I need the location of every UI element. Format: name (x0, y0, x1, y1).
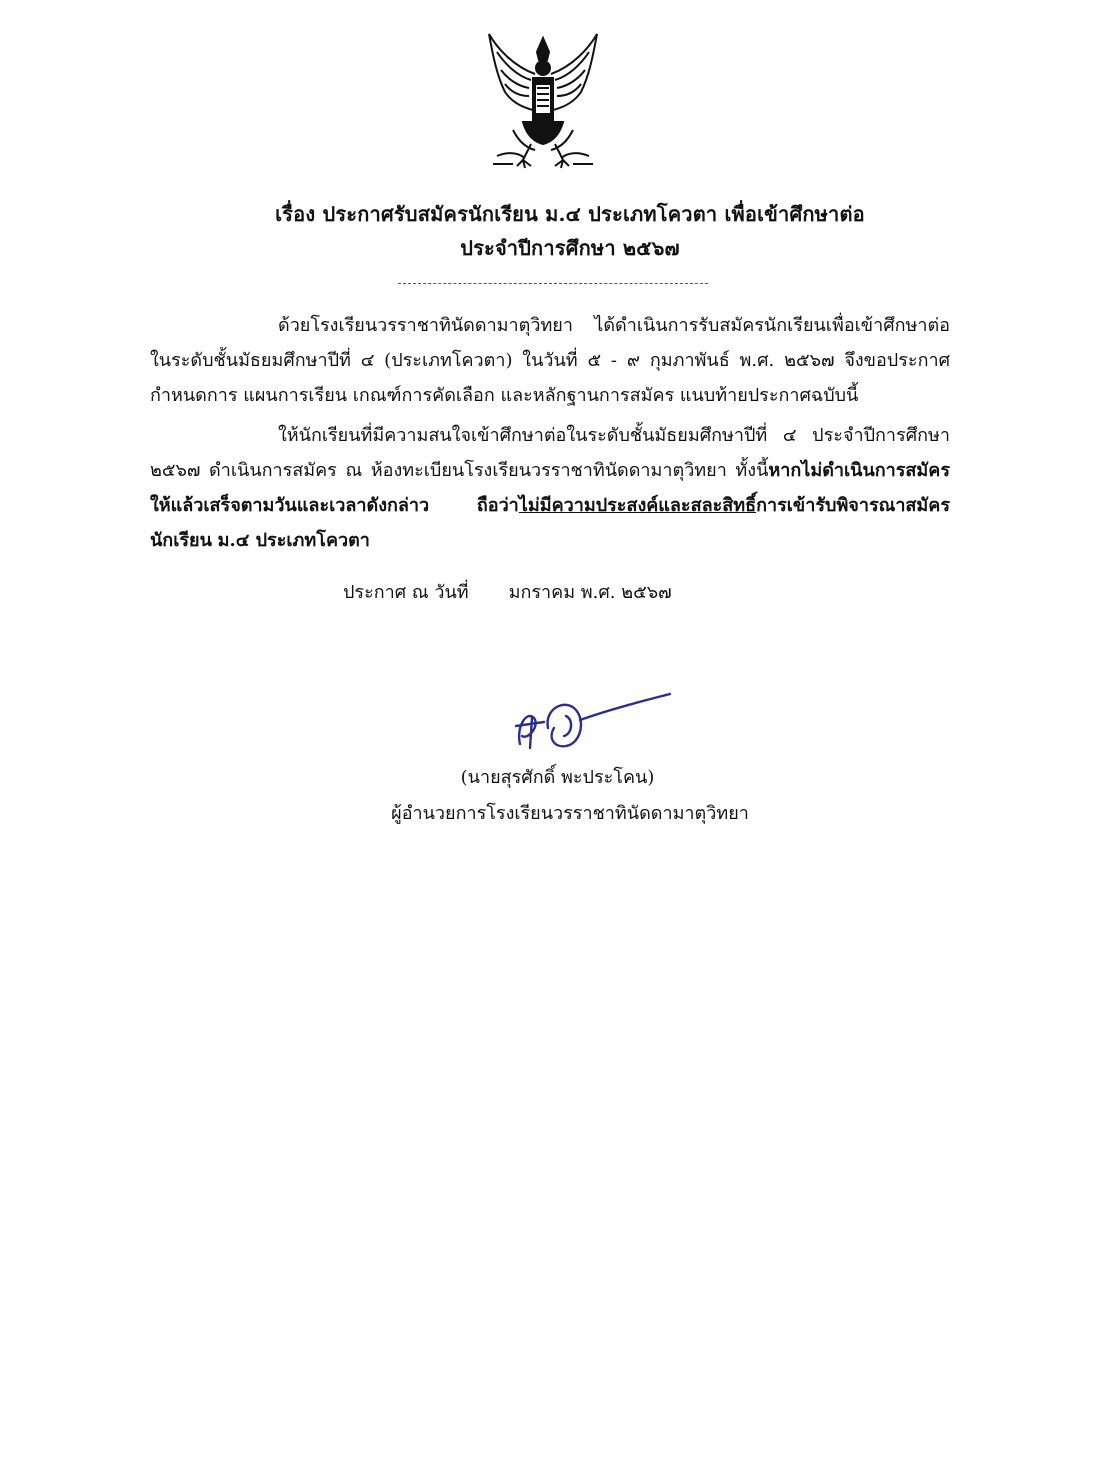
signer-name-text: (นายสุรศักดิ์ พะประโคน) (460, 767, 655, 788)
paragraph-1 (150, 308, 950, 413)
paragraph-2 (150, 418, 950, 558)
signer-name (0, 762, 1110, 791)
title-divider (398, 283, 708, 284)
signer-title (0, 798, 1110, 827)
signature-icon (508, 688, 678, 758)
paragraph-2-text: ให้นักเรียนที่มีความสนใจเข้าศึกษาต่อในระดับชั้นมัธยมศึกษาปีที่ ๔ ประจำปีการศึกษา ๒๕๖๗ ดำเนินการสมัคร ณ ห้องทะเบียนโรงเรียนวรราชาทินัดดามาตุวิทยา ทั้งนี้ (150, 425, 950, 481)
paragraph-2-final-text: ม.๔ ประเภทโควตา (217, 530, 370, 551)
paragraph-2-bold-warning: หากไม่ดำเนินการสมัครให้แล้วเสร็จตามวันและเวลาดังกล่าว ถือว่า (150, 460, 950, 516)
announce-label: ประกาศ ณ วันที่ (343, 582, 469, 603)
paragraph-2-underlined-text: ไม่มีความประสงค์และสละสิทธิ์ (518, 495, 757, 516)
paragraph-2-bold-consideration: การเข้ารับพิจารณาสมัครนักเรียน (150, 495, 950, 551)
paragraph-1-text: ด้วยโรงเรียนวรราชาทินัดดามาตุวิทยา ได้ดำเนินการรับสมัครนักเรียนเพื่อเข้าศึกษาต่อในระดับชั้นมัธยมศึกษาปีที่ ๔ (ประเภทโควตา) ในวันที่ ๕ - ๙ กุมภาพันธ์ พ.ศ. ๒๕๖๗ จึงขอประกาศกำหนดการ แผนการเรียน เกณฑ์การคัดเลือก และหลักฐานการสมัคร แนบท้ายประกาศฉบับนี้ (150, 315, 950, 406)
document-title-line-2: ประจำปีการศึกษา ๒๕๖๗ (460, 236, 680, 260)
signer-title-text: ผู้อำนวยการโรงเรียนวรราชาทินัดดามาตุวิทยา (391, 803, 749, 824)
document-title-line-1: เรื่อง ประกาศรับสมัครนักเรียน ม.๔ ประเภทโควตา เพื่อเข้าศึกษาต่อ (275, 202, 865, 226)
garuda-emblem-icon (483, 26, 603, 176)
announce-date: มกราคม พ.ศ. ๒๕๖๗ (508, 582, 672, 603)
announce-date-line (343, 577, 672, 606)
